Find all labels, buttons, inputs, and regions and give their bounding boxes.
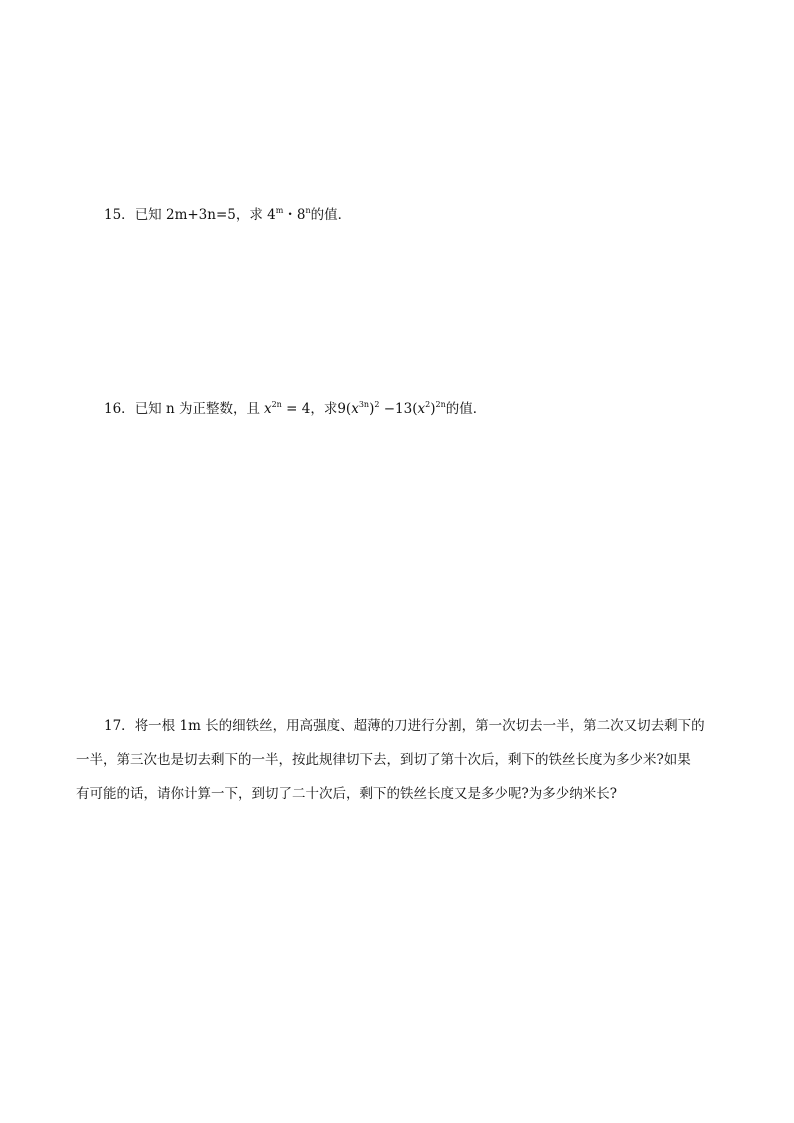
problem-number: 15． (104, 207, 135, 223)
target-expression (337, 401, 445, 417)
exponent: 2n (435, 400, 446, 409)
problem-number: 17． (104, 718, 135, 734)
exponent: 2 (425, 400, 431, 409)
problem-line: 一半，第三次也是切去剩下的一半，按此规律切下去，到切了第十次后，剩下的铁丝长度为多少米?如果 (76, 752, 691, 768)
expr-part: ) (430, 401, 436, 417)
problem-17 (76, 709, 726, 811)
exponent: m (275, 206, 284, 215)
problem-text: 已知 2m+3n=5，求 4 (134, 207, 276, 223)
variable: x (417, 401, 426, 417)
exponent: 2 (374, 400, 380, 409)
problem-text: 的值． (310, 207, 352, 223)
variable: x (351, 401, 359, 417)
problem-text: ・8 (283, 207, 306, 223)
exponent: n (305, 206, 311, 215)
problem-text: ，求 (310, 401, 338, 417)
problem-line (76, 709, 726, 743)
problem-text: 已知 n 为正整数，且 (134, 401, 260, 417)
variable: x (263, 401, 272, 417)
problem-number: 16． (104, 401, 135, 417)
expr-part: ) (369, 401, 375, 417)
expr-part: 9( (337, 401, 352, 417)
problem-16 (104, 392, 486, 426)
problem-line: 有可能的话，请你计算一下，到切了二十次后，剩下的铁丝长度又是多少呢?为多少纳米长? (76, 786, 617, 802)
equation-rhs: = 4 (286, 401, 311, 417)
problem-text: 的值． (445, 401, 487, 417)
expr-part: −13( (383, 401, 418, 417)
exponent: 3n (358, 400, 370, 409)
problem-15 (104, 198, 351, 232)
exponent: 2n (271, 400, 282, 409)
problem-text: 将一根 1m 长的细铁丝，用高强度、超薄的刀进行分割，第一次切去一半，第二次又切去剩下的 (134, 718, 705, 734)
condition-equation (264, 401, 310, 417)
